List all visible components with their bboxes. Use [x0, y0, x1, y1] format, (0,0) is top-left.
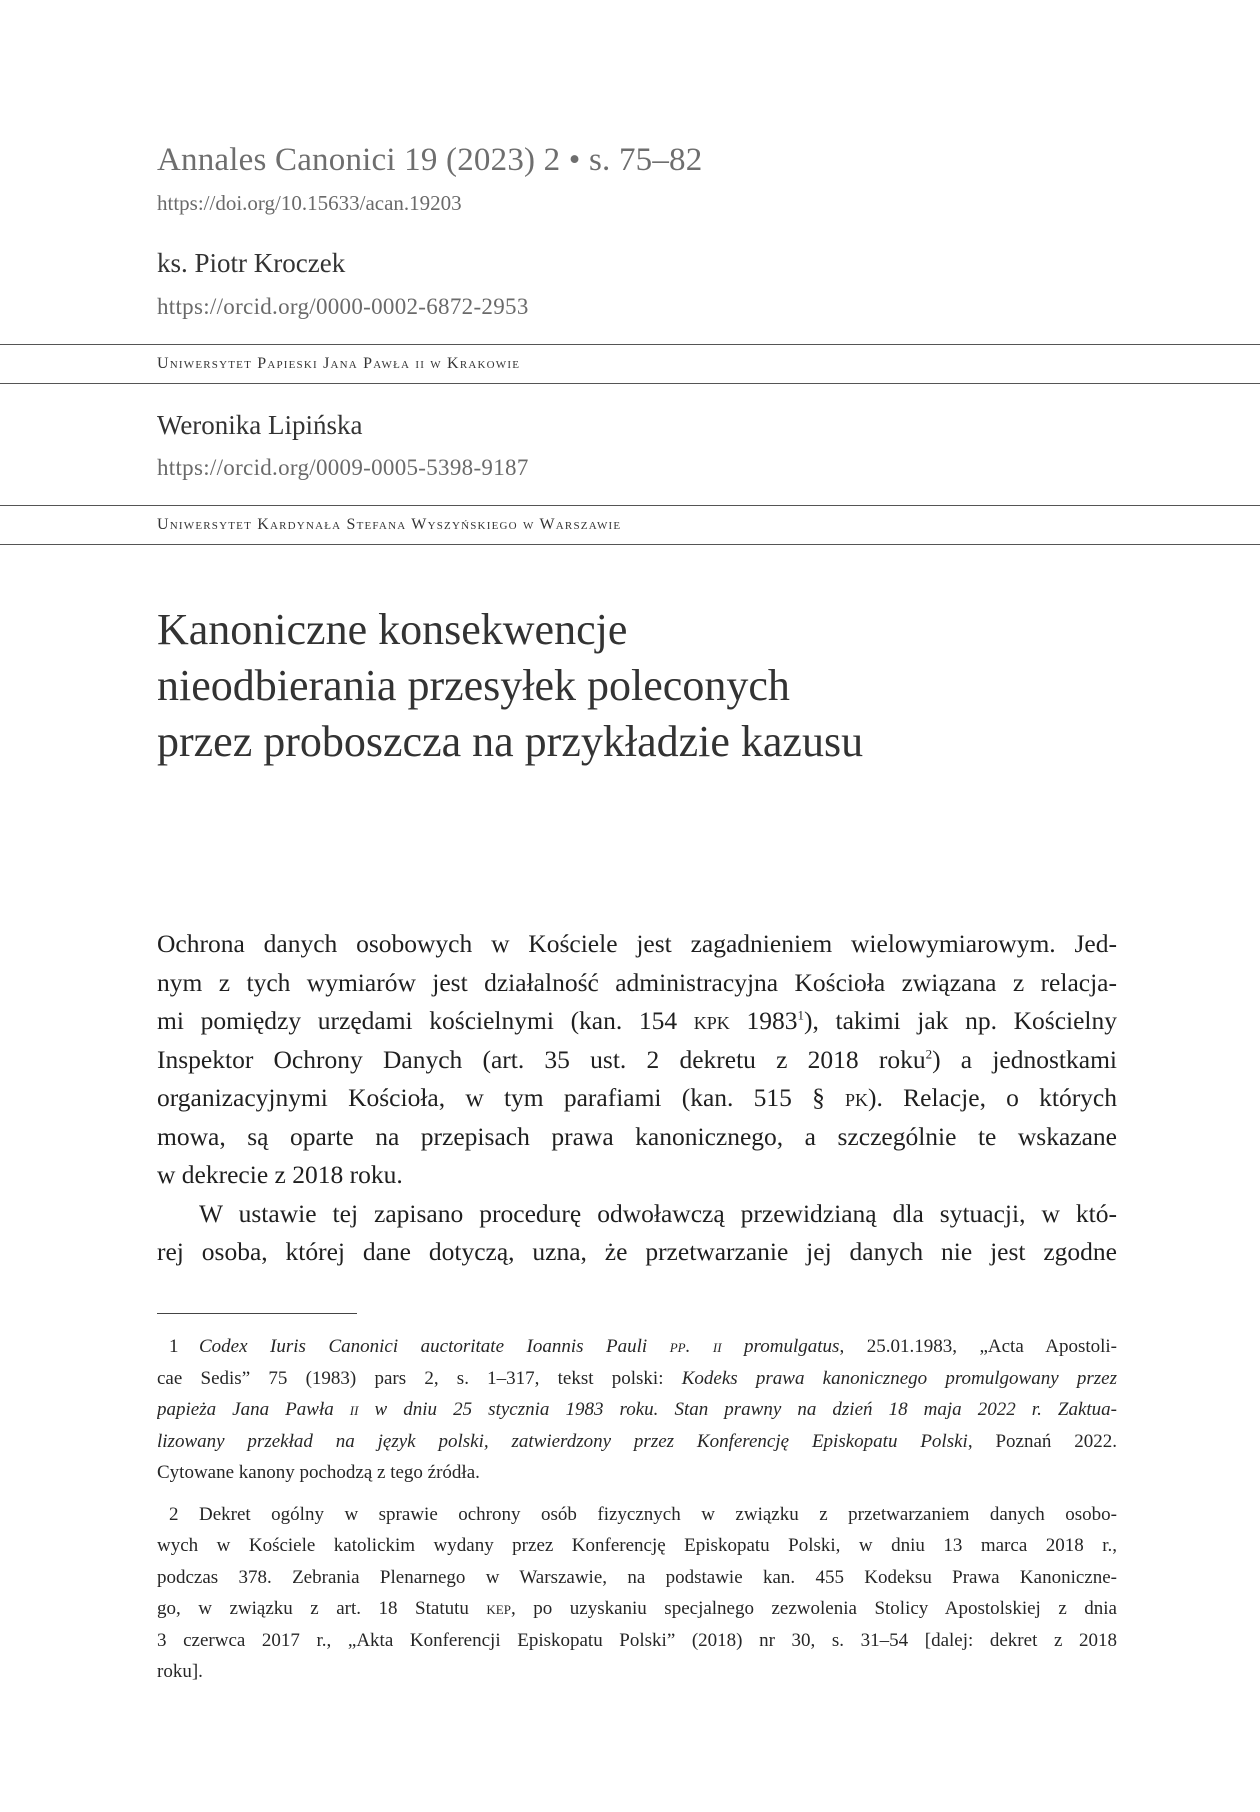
footnote-line: Cytowane kanony pochodzą z tego źródła.	[157, 1462, 480, 1483]
body-line: mi pomiędzy urzędami kościelnymi (kan. 154 kpk 1983$^1$), takimi jak np. Kościelny	[157, 1006, 1117, 1035]
divider	[0, 505, 1260, 506]
footnote-line: 3 czerwca 2017 r., „Akta Konferencji Episkopatu Polski” (2018) nr 30, s. 31–54 [dalej: dekret z 2018	[157, 1629, 1117, 1651]
title-line: nieodbierania przesyłek poleconych	[157, 661, 790, 710]
author-name: Weronika Lipińska	[157, 410, 363, 440]
footnote-line: papieża Jana Pawła ii w dniu 25 stycznia 1983 roku. Stan prawny na dzień 18 maja 2022 r. Zaktua-	[157, 1399, 1117, 1420]
body-line: mowa, są oparte na przepisach prawa kanonicznego, a szczególnie te wskazane	[157, 1121, 1117, 1151]
footnote-line: 2 Dekret ogólny w sprawie ochrony osób fizycznych w związku z przetwarzaniem danych osobo-	[157, 1499, 1117, 1531]
title-line: Kanoniczne konsekwencje	[157, 605, 628, 654]
orcid-link[interactable]: https://orcid.org/0000-0002-6872-2953	[157, 294, 529, 319]
body-line: W ustawie tej zapisano procedurę odwoławczą przewidzianą dla sytuacji, w któ-	[199, 1198, 1117, 1228]
footnote-line: podczas 378. Zebrania Plenarnego w Warszawie, na podstawie kan. 455 Kodeksu Prawa Kanoniczne-	[157, 1566, 1117, 1588]
footnote-line: cae Sedis” 75 (1983) pars 2, s. 1–317, tekst polski: Kodeks prawa kanonicznego promulgowany przez	[157, 1367, 1117, 1389]
title-line: przez proboszcza na przykładzie kazusu	[157, 717, 864, 766]
footnote-ref[interactable]: 2	[925, 1046, 933, 1061]
footnote-number: 1	[169, 1336, 179, 1357]
divider	[0, 544, 1260, 545]
footnote-ref[interactable]: 1	[797, 1007, 804, 1023]
footnote-line: wych w Kościele katolickim wydany przez Konferencję Episkopatu Polski, w dniu 13 marca 2018 r.,	[157, 1535, 1117, 1556]
footnotes	[157, 1331, 1117, 1688]
orcid-link[interactable]: https://orcid.org/0009-0005-5398-9187	[157, 455, 529, 480]
body-line: w dekrecie z 2018 roku.	[157, 1160, 403, 1189]
body-line: Ochrona danych osobowych w Kościele jest zagadnieniem wielowymiarowym. Jed-	[157, 929, 1117, 958]
article-title	[157, 602, 1157, 770]
doi-link[interactable]: https://doi.org/10.15633/acan.19203	[157, 191, 462, 215]
body-line: Inspektor Ochrony Danych (art. 35 ust. 2 dekretu z 2018 roku$^2$) a jednostkami	[157, 1044, 1117, 1074]
author-name: ks. Piotr Kroczek	[157, 248, 346, 278]
body-line: rej osoba, której dane dotyczą, uzna, że przetwarzanie jej danych nie jest zgodne	[157, 1237, 1117, 1266]
footnote-separator	[157, 1313, 357, 1314]
footnote-line: lizowany przekład na język polski, zatwierdzony przez Konferencję Episkopatu Polski, Poznań 2022.	[157, 1430, 1117, 1452]
divider	[0, 344, 1260, 345]
divider	[0, 383, 1260, 384]
footnote-line: go, w związku z art. 18 Statutu kep, po uzyskaniu specjalnego zezwolenia Stolicy Apostolskiej z dnia	[157, 1598, 1117, 1619]
body-line: organizacyjnymi Kościoła, w tym parafiami (kan. 515 § pk). Relacje, o których	[157, 1083, 1117, 1112]
author-affiliation: Uniwersytet Kardynała Stefana Wyszyńskiego w Warszawie	[157, 516, 622, 533]
body-line: nym z tych wymiarów jest działalność administracyjna Kościoła związana z relacja-	[157, 967, 1117, 997]
footnote-number: 2	[169, 1503, 179, 1525]
journal-citation: Annales Canonici 19 (2023) 2 • s. 75–82	[157, 142, 703, 178]
footnote-line: 1 Codex Iuris Canonici auctoritate Ioannis Pauli pp. ii promulgatus, 25.01.1983, „Acta Apostoli-	[157, 1331, 1117, 1363]
footnote-line: roku].	[157, 1661, 203, 1682]
author-affiliation: Uniwersytet Papieski Jana Pawła ii w Krakowie	[157, 355, 521, 372]
body-text	[157, 925, 1117, 1272]
